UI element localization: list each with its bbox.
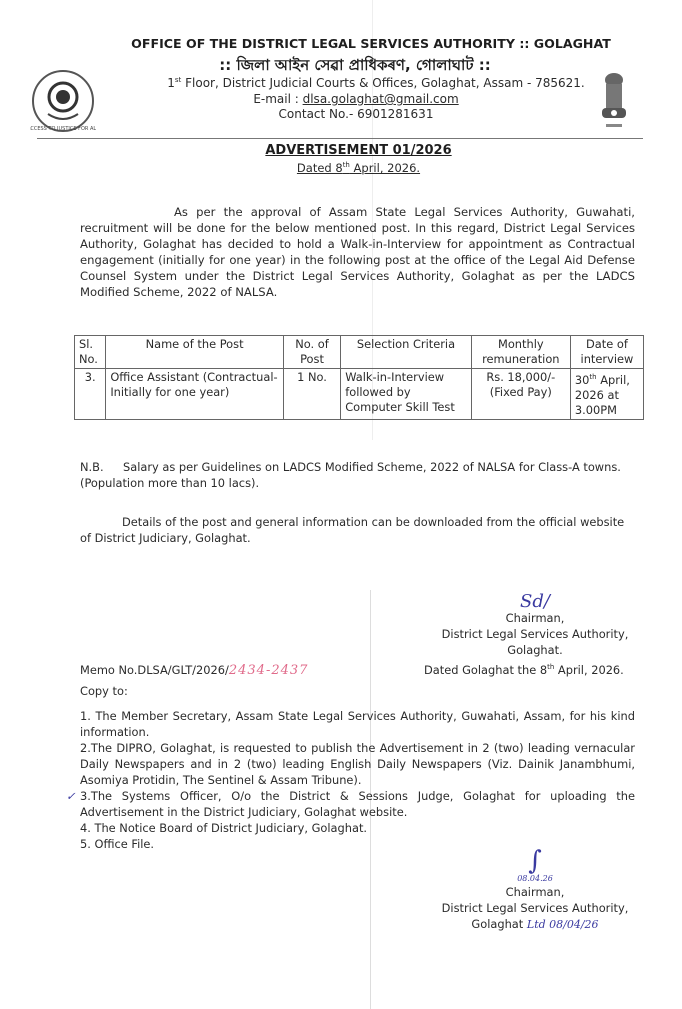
cell-sl: 3. [75,369,106,420]
cell-count: 1 No. [283,369,340,420]
office-address: 1st Floor, District Judicial Courts & Offices, Golaghat, Assam - 785621. [167,76,585,90]
copy-to-list [66,708,635,852]
signatory-designation: Chairman, [505,885,565,899]
cell-post: Office Assistant (Contractual- Initially for one year) [106,369,283,420]
memo-handwritten-range: 2434-2437 [228,663,309,678]
details-paragraph: Details of the post and general information can be downloaded from the official website of District Judiciary, Golaghat. [80,515,625,545]
receipt-mark: Ltd 08/04/26 [526,918,599,931]
col-header-sl: Sl. No. [75,336,106,369]
advertisement-title: ADVERTISEMENT 01/2026 [265,143,452,158]
copy-item: 4. The Notice Board of District Judiciary, Golaghat. [80,821,368,835]
regional-title: :: জিলা আইন সেৱা প্ৰাধিকৰণ, গোলাঘাট :: [219,56,491,74]
copy-item: 1. The Member Secretary, Assam State Legal Services Authority, Guwahati, Assam, for his kind information. [80,709,635,739]
signatory-place: Golaghat. [507,643,563,657]
email-link[interactable]: dlsa.golaghat@gmail.com [302,92,459,106]
col-header-post: Name of the Post [106,336,283,369]
tick-mark-icon: ✓ [66,789,76,803]
office-title: OFFICE OF THE DISTRICT LEGAL SERVICES AUTHORITY :: GOLAGHAT [131,36,611,51]
signatory-designation: Chairman, [505,611,565,625]
signature-block-1 [430,591,640,658]
col-header-interview-date: Date of interview [570,336,643,369]
office-contact: Contact No.- 6901281631 [278,107,434,121]
memo-number: Memo No.DLSA/GLT/2026/2434-2437 [80,663,309,678]
cell-interview-date: 30th April, 2026 at 3.00PM [570,369,643,420]
advertisement-date: Dated 8th April, 2026. [296,161,421,175]
header-divider [37,138,643,139]
copy-item: ✓ 3.The Systems Officer, O/o the District & Sessions Judge, Golaghat for uploading the Advertisement in the District Judiciary, Golaghat website. [66,789,635,819]
signatory-org: District Legal Services Authority, [441,901,629,915]
memo-date: Dated Golaghat the 8th April, 2026. [424,663,624,677]
table-header-row [75,336,644,369]
cell-remuneration: Rs. 18,000/- (Fixed Pay) [471,369,570,420]
col-header-remuneration: Monthly remuneration [471,336,570,369]
office-email: E-mail : dlsa.golaghat@gmail.com [253,92,459,106]
nb-text: Salary as per Guidelines on LADCS Modified Scheme, 2022 of NALSA for Class-A towns. (Population more than 10 lacs). [80,460,621,490]
signature-block-2 [420,848,650,933]
copy-item: 5. Office File. [80,837,155,851]
signature-mark: Sd/ [520,591,550,612]
signature-scribble-icon: ∫ [528,846,542,876]
signature-date: 08.04.26 [517,874,553,883]
signatory-org: District Legal Services Authority, [441,627,629,641]
cell-criteria: Walk-in-Interview followed by Computer Skill Test [341,369,472,420]
nb-note [80,459,640,491]
signatory-place: Golaghat Ltd 08/04/26 [471,917,599,931]
nb-label: N.B. [80,460,104,474]
vacancy-table [74,335,644,420]
col-header-criteria: Selection Criteria [341,336,472,369]
table-row [75,369,644,420]
copy-item: 2.The DIPRO, Golaghat, is requested to publish the Advertisement in 2 (two) leading vernacular Daily Newspapers and in 2 (two) leading English Daily Newspapers (Viz. Dainik Janambhumi, Asomiya Protidin, The Sentinel & Assam Tribune). [80,741,635,787]
copy-to-label: Copy to: [80,684,128,698]
intro-paragraph: As per the approval of Assam State Legal Services Authority, Guwahati, recruitment will be done for the below mentioned post. In this regard, District Legal Services Authority, Golaghat has decided to hold a Walk-in-Interview for appointment as Contractual engagement (initially for one year) in the following post at the office of the Legal Aid Defense Counsel System under the District Legal Services Authority, Golaghat as per the LADCS Modified Scheme, 2022 of NALSA. [80,205,635,299]
svg-text:ACCESS TO JUSTICE FOR ALL: ACCESS TO JUSTICE FOR ALL [30,126,96,132]
col-header-count: No. of Post [283,336,340,369]
